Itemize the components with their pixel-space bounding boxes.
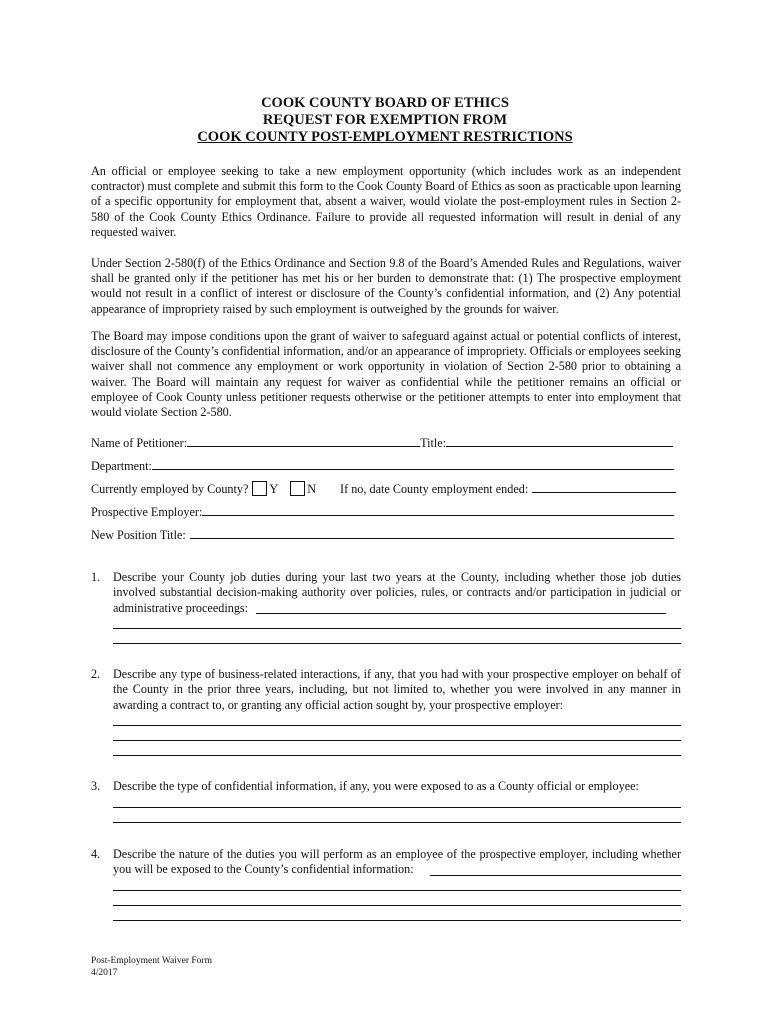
new-position-field[interactable] [190, 526, 674, 539]
question-1-answer-line[interactable] [256, 613, 666, 614]
header-line-2: REQUEST FOR EXEMPTION FROM [262, 112, 508, 128]
yes-checkbox[interactable] [252, 481, 267, 496]
question-1-text: Describe your County job duties during your last two years at the County, including whether those job duties involved substantial decision-making authority over policies, rules, or contracts and/or participation in judicial or administrative proceedings: [113, 570, 681, 615]
name-title-row [91, 434, 681, 451]
question-1 [91, 570, 681, 616]
date-ended-field[interactable] [532, 480, 676, 493]
question-3 [91, 779, 681, 794]
footer-date: 4/2017 [91, 968, 118, 978]
prospective-employer-row [91, 503, 681, 520]
intro-paragraph-2: Under Section 2-580(f) of the Ethics Ordinance and Section 9.8 of the Board’s Amended Rules and Regulations, waiver shall be granted only if the petitioner has met his or her burden to demonstrate that: (1) The prospective employment would not result in a conflict of interest or disclosure of the County’s confidential information, and (2) Any potential appearance of impropriety raised by such employment is outweighed by the grounds for waiver. [91, 256, 681, 316]
title-field[interactable] [446, 434, 673, 447]
new-position-label: New Position Title: [91, 528, 186, 542]
question-4-answer-line[interactable] [113, 920, 681, 921]
header-line-1: COOK COUNTY BOARD OF ETHICS [261, 95, 509, 111]
question-4-number: 4. [91, 847, 101, 861]
question-2-answer-line[interactable] [113, 725, 681, 726]
question-3-answer-line[interactable] [113, 807, 681, 808]
question-2-text: Describe any type of business-related interactions, if any, that you had with your prospective employer on behalf of the County in the prior three years, including, but not limited to, whether you were involved in any manner in awarding a contract to, or granting any official action sought by, your prospective employer: [113, 667, 681, 712]
question-1-answer-line[interactable] [113, 628, 681, 629]
name-label: Name of Petitioner: [91, 436, 188, 450]
question-4 [91, 847, 681, 878]
question-2-answer-line[interactable] [113, 755, 681, 756]
question-4-text: Describe the nature of the duties you will perform as an employee of the prospective employer, including whether you will be exposed to the County’s confidential information: [113, 847, 681, 877]
employed-label: Currently employed by County? [91, 482, 249, 496]
question-1-number: 1. [91, 570, 101, 584]
intro-paragraph-1: An official or employee seeking to take a new employment opportunity (which includes work as an independent contractor) must complete and submit this form to the Cook County Board of Ethics as soon as practicable upon learning of a specific opportunity for employment that, absent a waiver, would violate the post-employment rules in Section 2-580 of the Cook County Ethics Ordinance. Failure to provide all requested information will result in denial of any requested waiver. [91, 164, 681, 239]
employment-status-row [91, 480, 681, 497]
question-3-text: Describe the type of confidential information, if any, you were exposed to as a County official or employee: [113, 779, 639, 793]
question-1-answer-line[interactable] [113, 643, 681, 644]
question-2-answer-line[interactable] [113, 740, 681, 741]
title-label: Title: [420, 436, 447, 450]
department-row [91, 457, 681, 474]
department-field[interactable] [152, 457, 674, 470]
intro-paragraph-3: The Board may impose conditions upon the grant of waiver to safeguard against actual or potential conflicts of interest, disclosure of the County’s confidential information, and/or an appearance of impropriety. Officials or employees seeking waiver shall not commence any employment or work opportunity in violation of Section 2-580 prior to obtaining a waiver. The Board will maintain any request for waiver as confidential while the petitioner remains an official or employee of Cook County unless petitioner requests otherwise or the petitioner attempts to enter into employment that would violate Section 2-580. [91, 329, 681, 420]
footer-form-name: Post-Employment Waiver Form [91, 956, 212, 966]
department-label: Department: [91, 459, 152, 473]
question-4-answer-line[interactable] [430, 875, 681, 876]
no-checkbox[interactable] [290, 481, 305, 496]
prospective-employer-field[interactable] [202, 503, 674, 516]
no-label: N [307, 482, 317, 496]
new-position-row [91, 526, 681, 543]
date-ended-label: If no, date County employment ended: [340, 482, 529, 496]
question-4-answer-line[interactable] [113, 905, 681, 906]
question-3-number: 3. [91, 779, 101, 793]
name-field[interactable] [187, 434, 420, 447]
question-4-answer-line[interactable] [113, 890, 681, 891]
prospective-employer-label: Prospective Employer: [91, 505, 203, 519]
question-3-answer-line[interactable] [113, 822, 681, 823]
question-2-number: 2. [91, 667, 101, 681]
yes-label: Y [269, 482, 279, 496]
header-line-3: COOK COUNTY POST-EMPLOYMENT RESTRICTIONS [197, 129, 573, 145]
question-2 [91, 667, 681, 713]
